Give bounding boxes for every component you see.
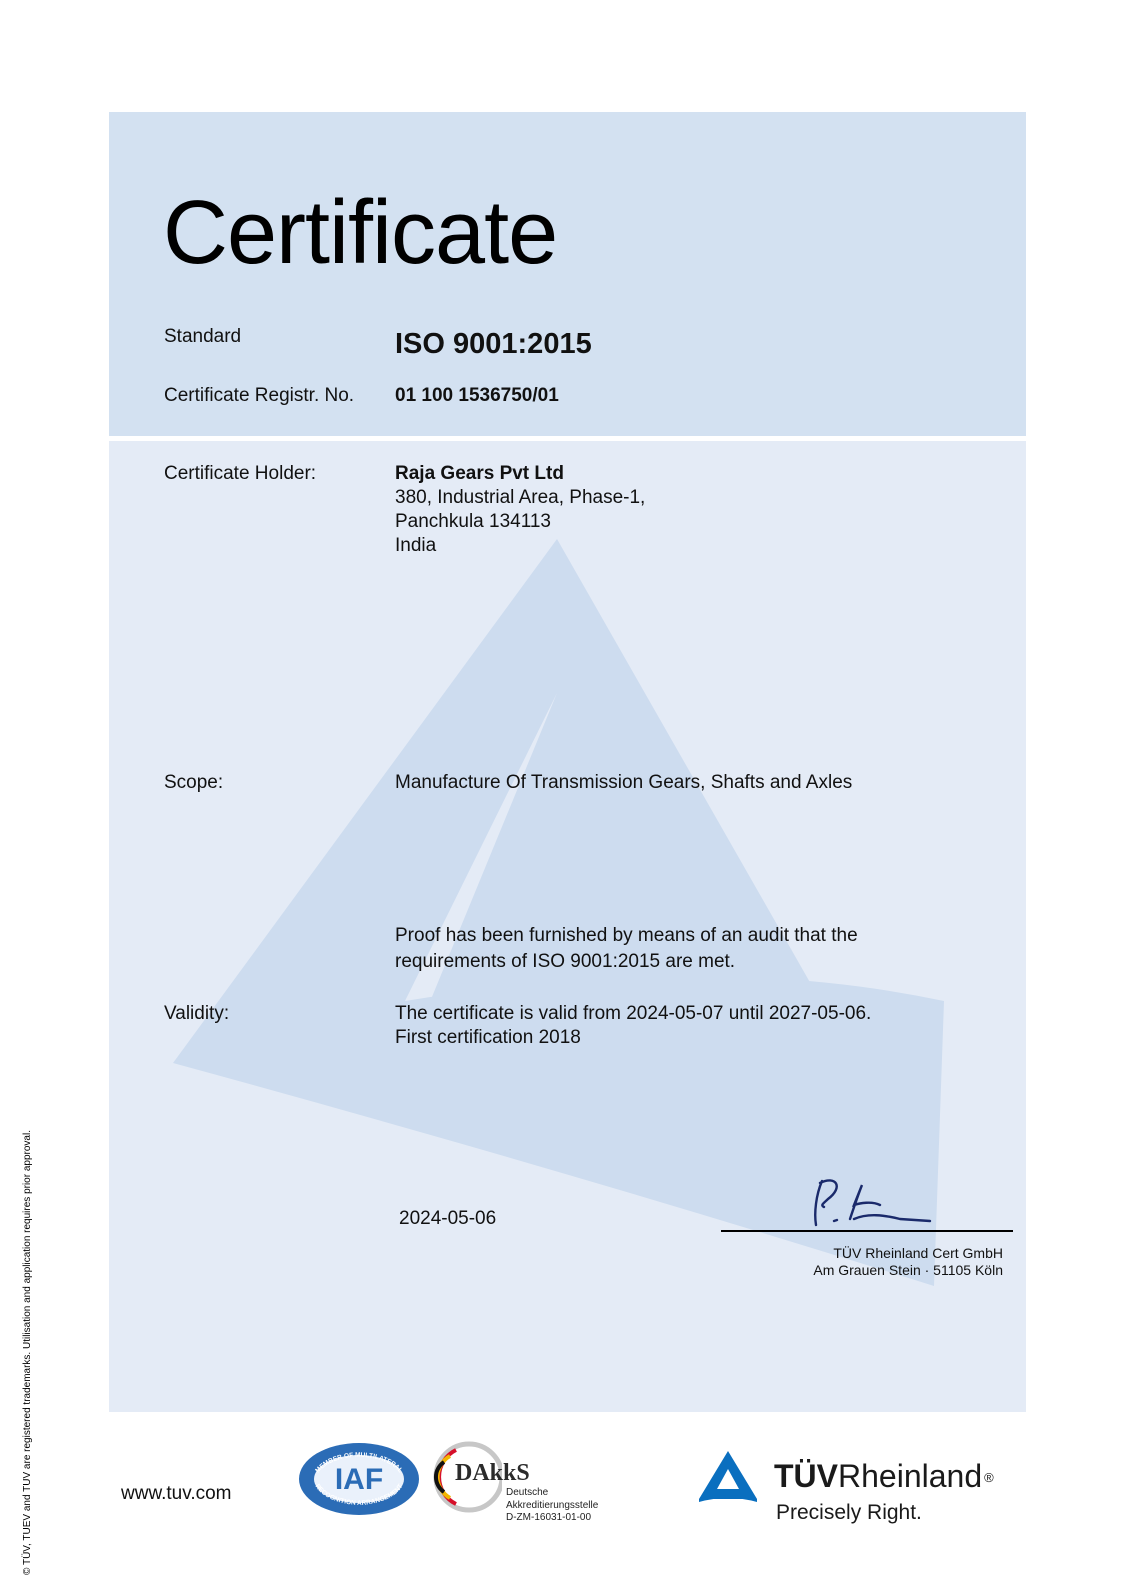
signature xyxy=(810,1175,940,1231)
dakks-subtitle xyxy=(506,1487,598,1525)
iaf-text: IAF xyxy=(334,1463,384,1496)
first-certification: First certification 2018 xyxy=(395,1027,581,1048)
scope-label: Scope: xyxy=(164,772,224,793)
holder-address xyxy=(395,486,645,558)
proof-line: Proof has been furnished by means of an audit that the xyxy=(395,925,858,946)
address-line: India xyxy=(395,535,437,556)
tuv-triangle-icon xyxy=(697,1447,759,1503)
tuv-brand xyxy=(774,1457,994,1495)
proof-line: requirements of ISO 9001:2015 are met. xyxy=(395,951,736,972)
dakks-name: DAkkS xyxy=(455,1460,530,1486)
issue-date: 2024-05-06 xyxy=(399,1208,497,1229)
issuer-block xyxy=(813,1245,1003,1279)
holder-label: Certificate Holder: xyxy=(164,463,317,484)
trademark-note: © TÜV, TUEV and TUV are registered trademarks. Utilisation and application requires prior approval. xyxy=(22,1130,33,1575)
iaf-logo xyxy=(297,1441,421,1517)
standard-value: ISO 9001:2015 xyxy=(395,328,592,360)
registration-label: Certificate Registr. No. xyxy=(164,385,355,406)
issuer-name: TÜV Rheinland Cert GmbH xyxy=(833,1245,1003,1261)
tuv-brand-bold: TÜV xyxy=(774,1458,838,1494)
signature-line xyxy=(721,1230,1013,1232)
holder-name: Raja Gears Pvt Ltd xyxy=(395,463,564,484)
issuer-address: Am Grauen Stein · 51105 Köln xyxy=(813,1262,1003,1278)
dakks-line: Akkreditierungsstelle xyxy=(506,1499,599,1511)
dakks-line: Deutsche xyxy=(506,1487,549,1498)
standard-label: Standard xyxy=(164,326,242,347)
registration-number: 01 100 1536750/01 xyxy=(395,385,559,406)
certificate-title: Certificate xyxy=(163,183,558,283)
iaf-ring-top: MEMBER OF MULTILATERAL xyxy=(314,1451,404,1475)
address-line: Panchkula 134113 xyxy=(395,511,551,532)
validity-label: Validity: xyxy=(164,1003,230,1024)
registered-mark: ® xyxy=(984,1470,994,1485)
dakks-line: D-ZM-16031-01-00 xyxy=(506,1512,592,1523)
scope-value: Manufacture Of Transmission Gears, Shafts and Axles xyxy=(395,772,853,793)
tuv-slogan: Precisely Right. xyxy=(776,1501,922,1524)
address-line: 380, Industrial Area, Phase-1, xyxy=(395,487,646,508)
validity-period: The certificate is valid from 2024-05-07 until 2027-05-06. xyxy=(395,1003,872,1024)
tuv-brand-light: Rheinland xyxy=(838,1458,983,1494)
iaf-ring-bottom: RECOGNITION ARRANGEMENT xyxy=(313,1482,405,1507)
website-link[interactable]: www.tuv.com xyxy=(121,1483,232,1504)
